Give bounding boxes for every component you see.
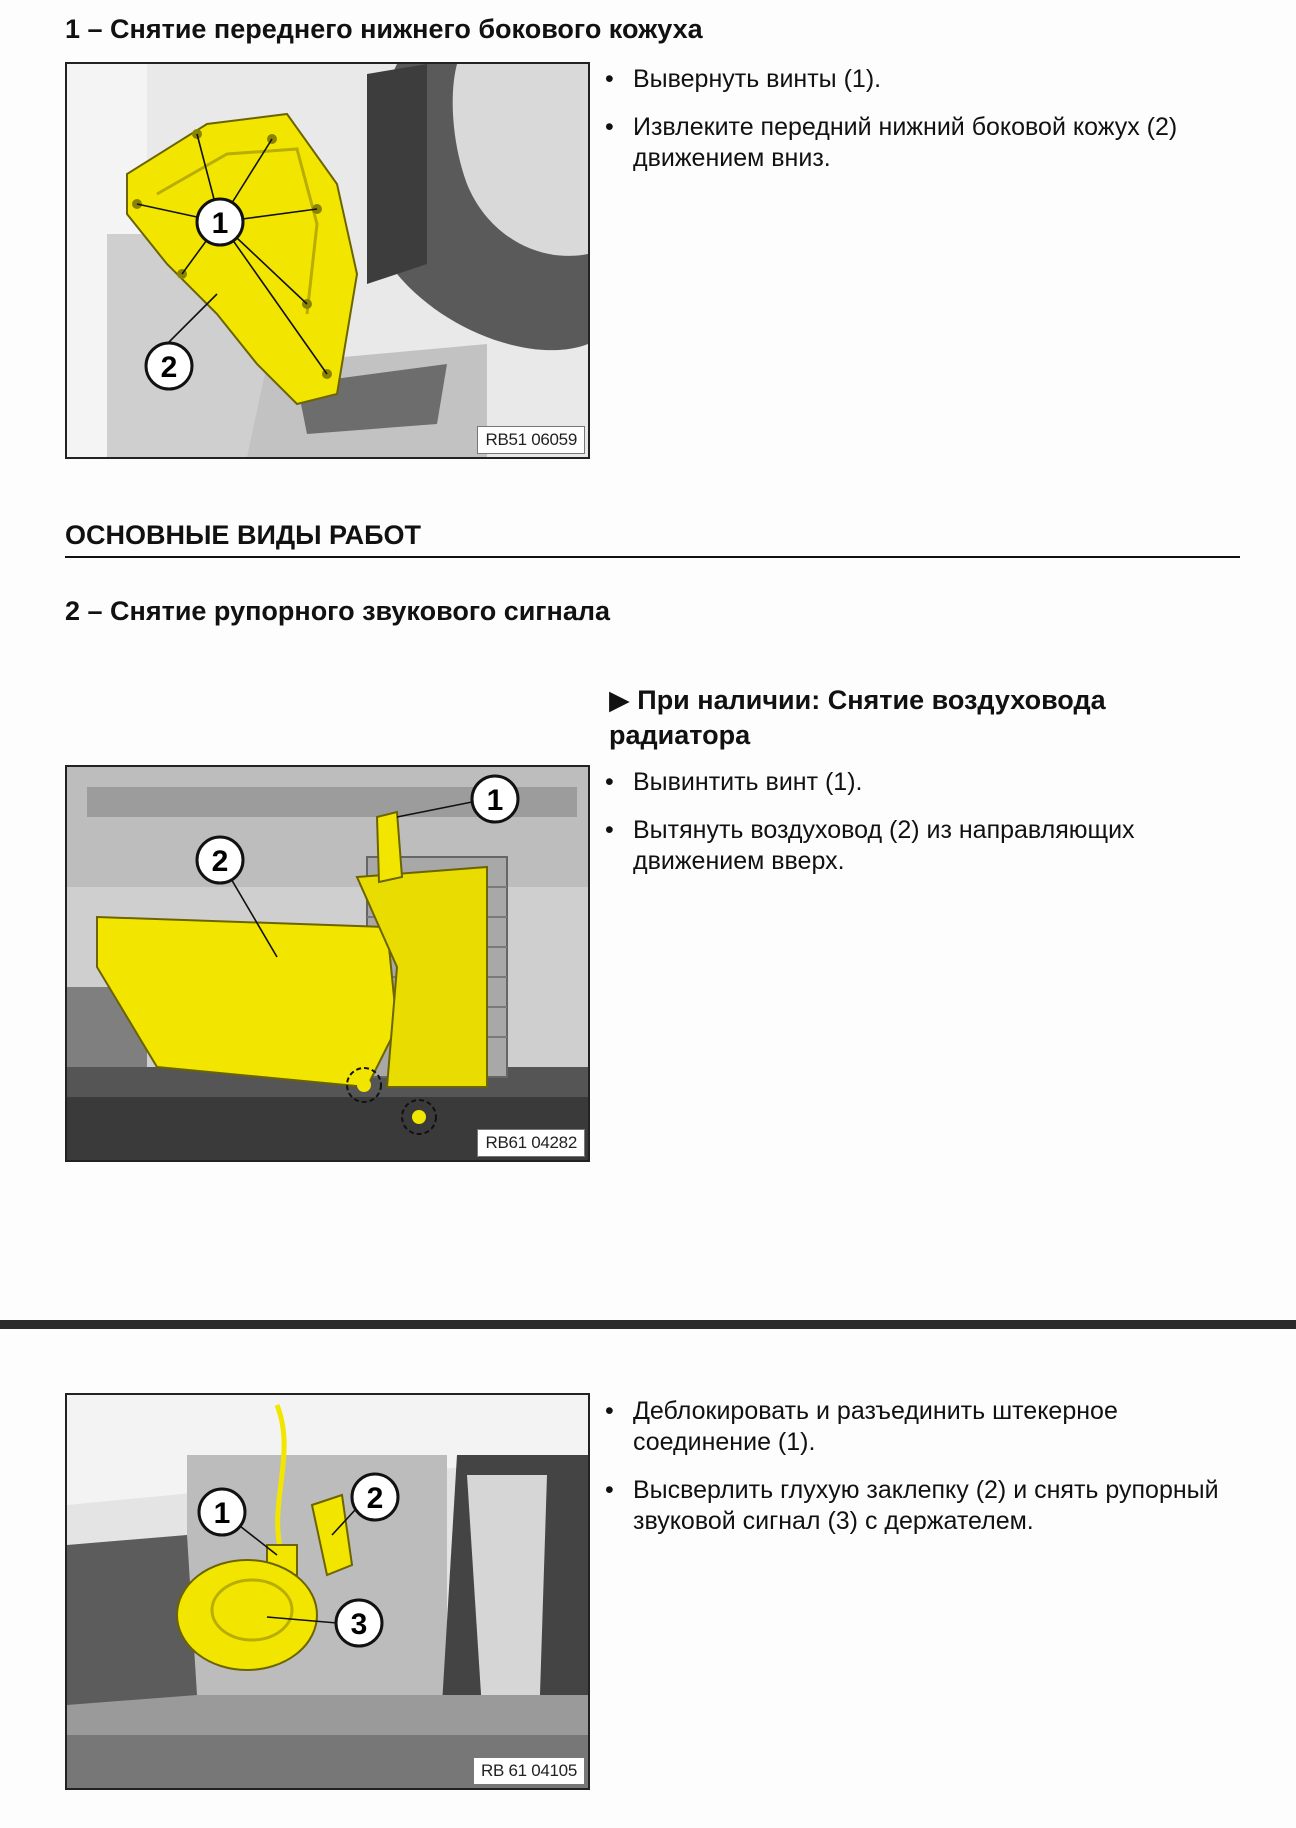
horn-part: [177, 1560, 317, 1670]
figure-air-duct: [65, 765, 590, 1162]
step-item: • Вытянуть воздуховод (2) из направляющих движением вверх.: [600, 815, 1250, 877]
svg-text:1: 1: [213, 1497, 231, 1530]
section2-heading: 2 – Снятие рупорного звукового сигнала: [65, 596, 611, 626]
section2-steps: [600, 767, 1250, 894]
section1-steps: [600, 64, 1250, 191]
figure-code: RB61 04282: [477, 1129, 585, 1157]
step-item: • Вывинтить винт (1).: [600, 767, 1250, 798]
step-item: • Вывернуть винты (1).: [600, 64, 1250, 95]
callout-2: [146, 343, 192, 389]
step-item: • Деблокировать и разъединить штекерное соединение (1).: [600, 1396, 1250, 1458]
callout-2: [197, 837, 243, 883]
horn-illustration: [67, 1395, 588, 1788]
section3-steps: [600, 1396, 1250, 1554]
figure-horn: [65, 1393, 590, 1790]
callout-1: [472, 776, 518, 822]
callout-1: [197, 199, 243, 245]
figure-code: RB51 06059: [477, 426, 585, 454]
step-item: • Высверлить глухую заклепку (2) и снять рупорный звуковой сигнал (3) с держателем.: [600, 1475, 1250, 1537]
svg-text:2: 2: [366, 1482, 384, 1515]
callout-3: [336, 1600, 382, 1646]
subheading-text: При наличии: Снятие воздуховода радиатора: [609, 685, 1106, 750]
page-divider: [0, 1320, 1296, 1329]
svg-text:1: 1: [486, 784, 504, 817]
svg-text:1: 1: [211, 207, 229, 240]
step-item: • Извлеките передний нижний боковой кожух (2) движением вниз.: [600, 112, 1250, 174]
svg-text:2: 2: [211, 845, 229, 878]
side-cover-illustration: [67, 64, 588, 457]
svg-text:3: 3: [350, 1608, 368, 1641]
callout-1: [199, 1489, 245, 1535]
main-heading: ОСНОВНЫЕ ВИДЫ РАБОТ: [65, 520, 422, 550]
figure-side-cover: [65, 62, 590, 459]
heading-divider: [65, 556, 1240, 558]
section1-heading: 1 – Снятие переднего нижнего бокового кожуха: [65, 14, 703, 44]
air-duct-illustration: [67, 767, 588, 1160]
svg-text:2: 2: [160, 351, 178, 384]
section2-subheading: [609, 683, 1169, 753]
callout-2: [352, 1474, 398, 1520]
figure-code: RB 61 04105: [473, 1757, 585, 1785]
arrow-marker-icon: ▶: [609, 685, 630, 715]
